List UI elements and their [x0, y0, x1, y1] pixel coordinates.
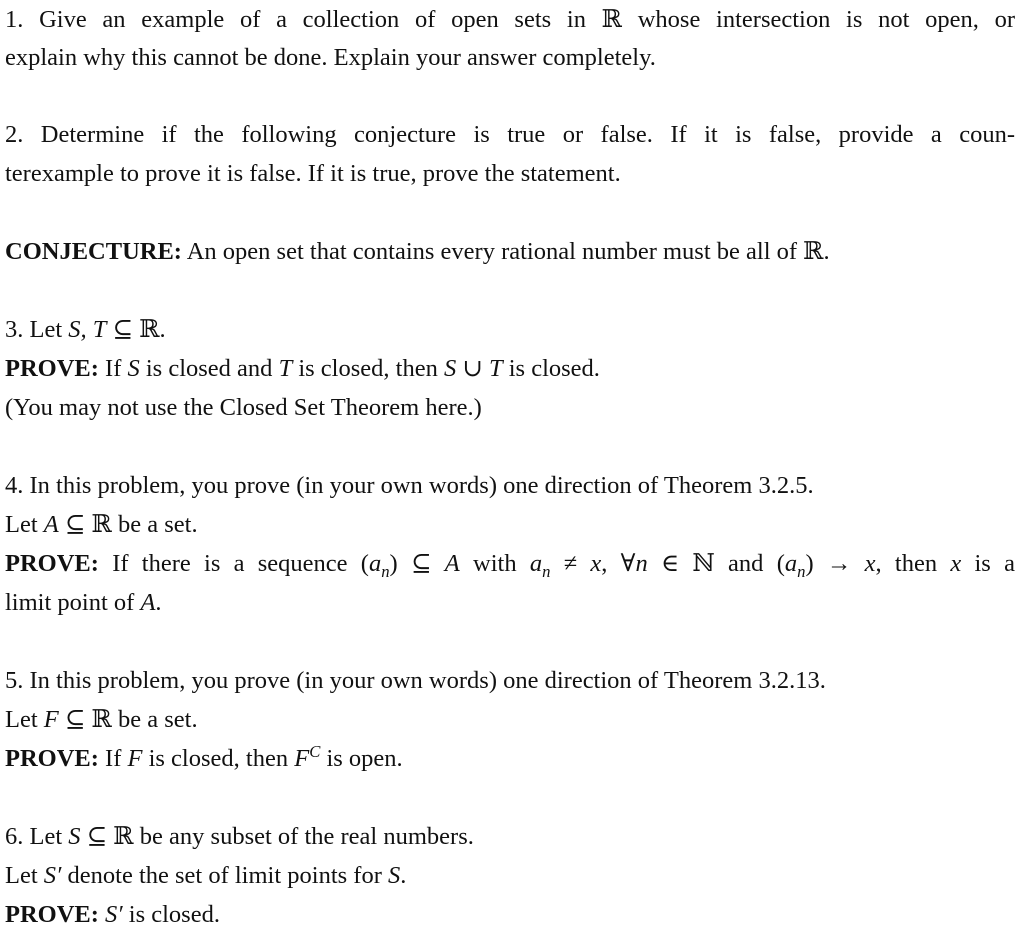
text-fragment: ⊆ ℝ be any subset of the real numbers.	[80, 823, 474, 850]
math-a-seq: a	[529, 550, 543, 577]
math-s-t: S, T	[68, 316, 107, 343]
math-a-seq: a	[784, 550, 798, 577]
conjecture-label: CONJECTURE:	[5, 238, 182, 265]
text-fragment: ) ⊆	[389, 550, 445, 577]
math-s-prime: S′	[43, 862, 62, 889]
problem-3-number: 3. Let	[5, 316, 69, 343]
text-fragment: , then	[875, 550, 951, 577]
problem-1-line-1: 1. Give an example of a collection of open sets in ℝ whose intersection is not open, or	[5, 6, 1015, 33]
math-subscript-n: n	[797, 561, 806, 581]
math-a: A	[444, 550, 460, 577]
problem-3-prove	[5, 349, 600, 388]
prove-label: PROVE:	[5, 550, 99, 577]
problem-2-line-2: terexample to prove it is false. If it is true, prove the statement.	[5, 160, 621, 187]
problem-3-line-1	[5, 310, 166, 349]
problem-5-line-2	[5, 700, 198, 739]
text-fragment: ⊆ ℝ be a set.	[58, 511, 198, 538]
text-fragment: Let	[5, 706, 44, 733]
math-s: S	[68, 823, 81, 850]
text-fragment: is closed, then	[292, 355, 444, 382]
text-fragment: with	[459, 550, 530, 577]
math-s: S	[388, 862, 401, 889]
subset-reals: ⊆ ℝ.	[106, 316, 166, 343]
math-n: n	[635, 550, 648, 577]
math-subscript-n: n	[381, 561, 390, 581]
problem-4-line-1: 4. In this problem, you prove (in your own words) one direction of Theorem 3.2.5.	[5, 472, 814, 499]
problem-6-line-2	[5, 856, 406, 895]
problem-4-line-2	[5, 505, 198, 544]
text-fragment: , ∀	[601, 550, 636, 577]
math-f: F	[294, 745, 310, 772]
problem-2-line-1: 2. Determine if the following conjecture is true or false. If it is false, provide a coun-	[5, 121, 1015, 148]
text-fragment: is closed, then	[142, 745, 295, 772]
text-fragment: limit point of	[5, 589, 141, 616]
text-fragment: Let	[5, 511, 44, 538]
text-fragment: If there is a sequence (	[98, 550, 369, 577]
text-fragment: ⊆ ℝ be a set.	[58, 706, 198, 733]
text-fragment: If	[98, 745, 128, 772]
text-fragment: is closed.	[502, 355, 600, 382]
prove-label: PROVE:	[5, 355, 99, 382]
math-a: A	[43, 511, 59, 538]
text-fragment: ∈ ℕ and (	[647, 550, 785, 577]
math-t: T	[278, 355, 293, 382]
text-fragment: denote the set of limit points for	[61, 862, 389, 889]
text-fragment: is closed.	[122, 901, 220, 928]
math-x: x	[864, 550, 876, 577]
text-fragment: is a	[961, 550, 1015, 577]
text-fragment: If	[98, 355, 128, 382]
problem-5-line-1: 5. In this problem, you prove (in your own words) one direction of Theorem 3.2.13.	[5, 667, 826, 694]
text-fragment: is closed and	[139, 355, 279, 382]
math-s-prime: S′	[105, 901, 123, 928]
math-f: F	[43, 706, 59, 733]
text-fragment: 6. Let	[5, 823, 69, 850]
conjecture-text: An open set that contains every rational number must be all of ℝ.	[181, 238, 830, 265]
text-fragment: .	[155, 589, 162, 616]
math-a: A	[140, 589, 156, 616]
math-f: F	[127, 745, 143, 772]
problem-4-prove	[5, 544, 1015, 583]
problem-4-line-4	[5, 583, 162, 622]
prove-label: PROVE:	[5, 745, 99, 772]
text-fragment: ≠	[550, 550, 591, 577]
problem-3-note: (You may not use the Closed Set Theorem here.)	[5, 394, 482, 421]
math-x: x	[590, 550, 602, 577]
math-union: S ∪ T	[443, 355, 503, 382]
math-superscript-c: C	[309, 741, 321, 761]
math-a-seq: a	[368, 550, 382, 577]
prove-label: PROVE:	[5, 901, 99, 928]
math-x: x	[950, 550, 962, 577]
math-s: S	[127, 355, 140, 382]
text-fragment: is open.	[320, 745, 403, 772]
problem-6-line-1	[5, 817, 474, 856]
conjecture-statement	[5, 232, 830, 271]
problem-6-prove	[5, 895, 220, 934]
text-fragment: .	[400, 862, 407, 889]
problem-5-prove	[5, 739, 403, 778]
problem-1-line-2: explain why this cannot be done. Explain your answer completely.	[5, 44, 656, 71]
text-fragment: ) →	[805, 550, 865, 577]
math-subscript-n: n	[542, 561, 551, 581]
text-fragment: Let	[5, 862, 44, 889]
